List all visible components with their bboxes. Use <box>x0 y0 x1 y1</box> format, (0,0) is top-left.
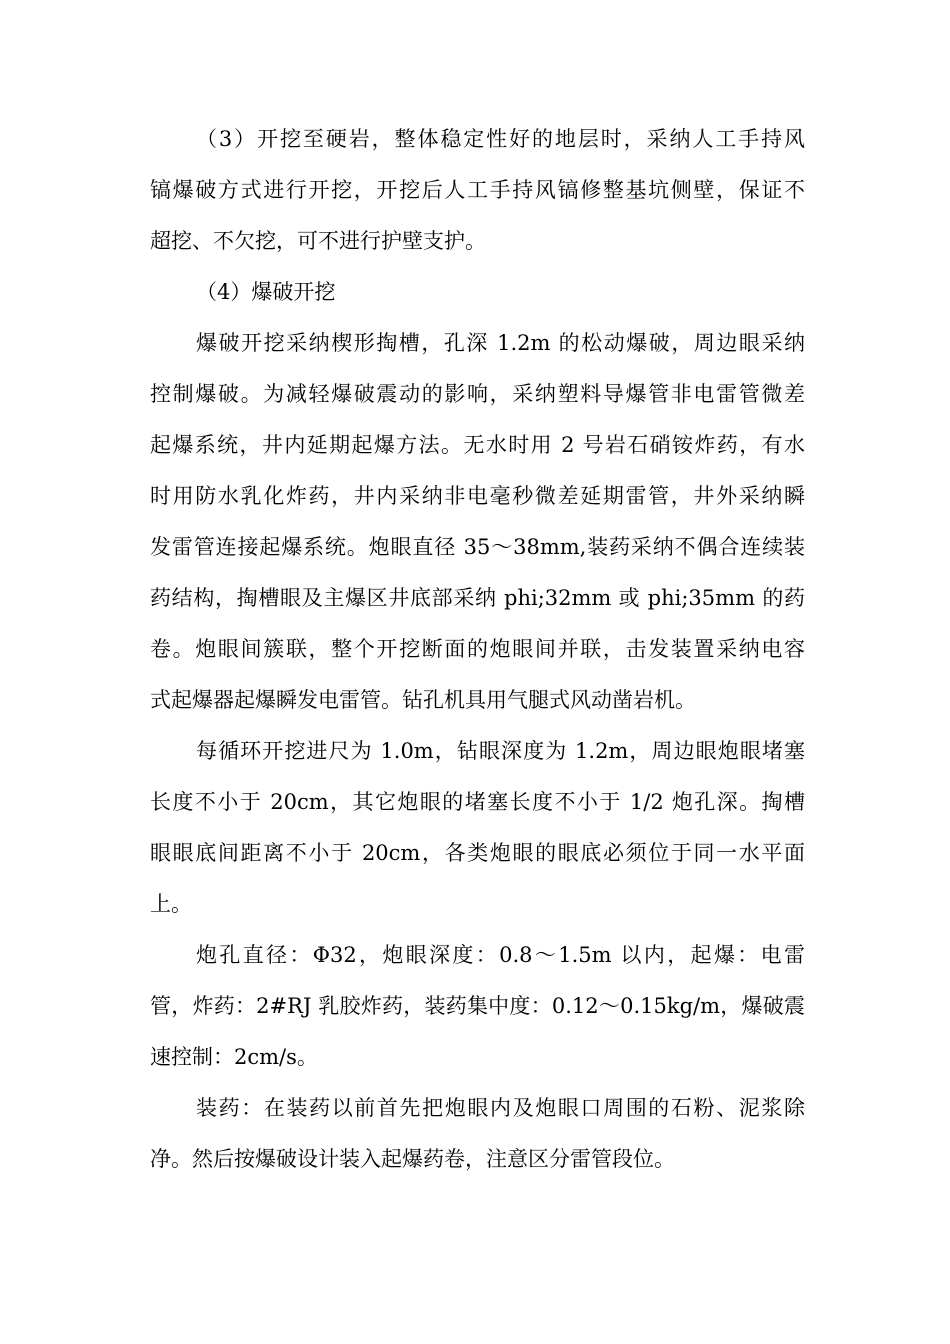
paragraph-line: 上。 <box>150 892 192 916</box>
section-heading-blasting <box>150 267 805 318</box>
document-body <box>150 114 805 1185</box>
paragraph-line: 眼眼底间距离不小于 20cm，各类炮眼的眼底必须位于同一水平面 <box>150 841 805 865</box>
paragraph-cycle-footage <box>150 726 805 930</box>
paragraph-line: 时用防水乳化炸药，井内采纳非电毫秒微差延期雷管，井外采纳瞬 <box>150 484 805 508</box>
paragraph-line: 卷。炮眼间簇联，整个开挖断面的炮眼间并联，击发装置采纳电容 <box>150 637 805 661</box>
paragraph-line: （3）开挖至硬岩，整体稳定性好的地层时，采纳人工手持风 <box>196 127 805 151</box>
paragraph-line: 装药：在装药以前首先把炮眼内及炮眼口周围的石粉、泥浆除 <box>196 1096 805 1120</box>
paragraph-line: 镐爆破方式进行开挖，开挖后人工手持风镐修整基坑侧壁，保证不 <box>150 178 805 202</box>
paragraph-line: 管，炸药：2#RJ 乳胶炸药，装药集中度：0.12～0.15kg/m，爆破震 <box>150 994 805 1018</box>
paragraph-line: 爆破开挖采纳楔形掏槽，孔深 1.2m 的松动爆破，周边眼采纳 <box>196 331 805 355</box>
paragraph-line: 发雷管连接起爆系统。炮眼直径 35～38mm,装药采纳不偶合连续装 <box>150 535 805 559</box>
paragraph-line: 起爆系统，井内延期起爆方法。无水时用 2 号岩石硝铵炸药，有水 <box>150 433 805 457</box>
paragraph-step-3 <box>150 114 805 267</box>
paragraph-line: 长度不小于 20cm，其它炮眼的堵塞长度不小于 1/2 炮孔深。掏槽 <box>150 790 805 814</box>
paragraph-line: 控制爆破。为减轻爆破震动的影响，采纳塑料导爆管非电雷管微差 <box>150 382 805 406</box>
paragraph-line: 炮孔直径：Φ32，炮眼深度：0.8～1.5m 以内，起爆：电雷 <box>196 943 805 967</box>
paragraph-blast-parameters <box>150 930 805 1083</box>
paragraph-line: 药结构，掏槽眼及主爆区井底部采纳 phi;32mm 或 phi;35mm 的药 <box>150 586 805 610</box>
paragraph-line: 超挖、不欠挖，可不进行护壁支护。 <box>150 229 486 253</box>
paragraph-line: 净。然后按爆破设计装入起爆药卷，注意区分雷管段位。 <box>150 1147 675 1171</box>
paragraph-charging <box>150 1083 805 1185</box>
paragraph-blasting-method <box>150 318 805 726</box>
paragraph-line: 每循环开挖进尺为 1.0m，钻眼深度为 1.2m，周边眼炮眼堵塞 <box>196 739 805 763</box>
paragraph-line: 速控制：2cm/s。 <box>150 1045 318 1069</box>
section-heading: （4）爆破开挖 <box>196 280 336 304</box>
paragraph-line: 式起爆器起爆瞬发电雷管。钻孔机具用气腿式风动凿岩机。 <box>150 688 696 712</box>
